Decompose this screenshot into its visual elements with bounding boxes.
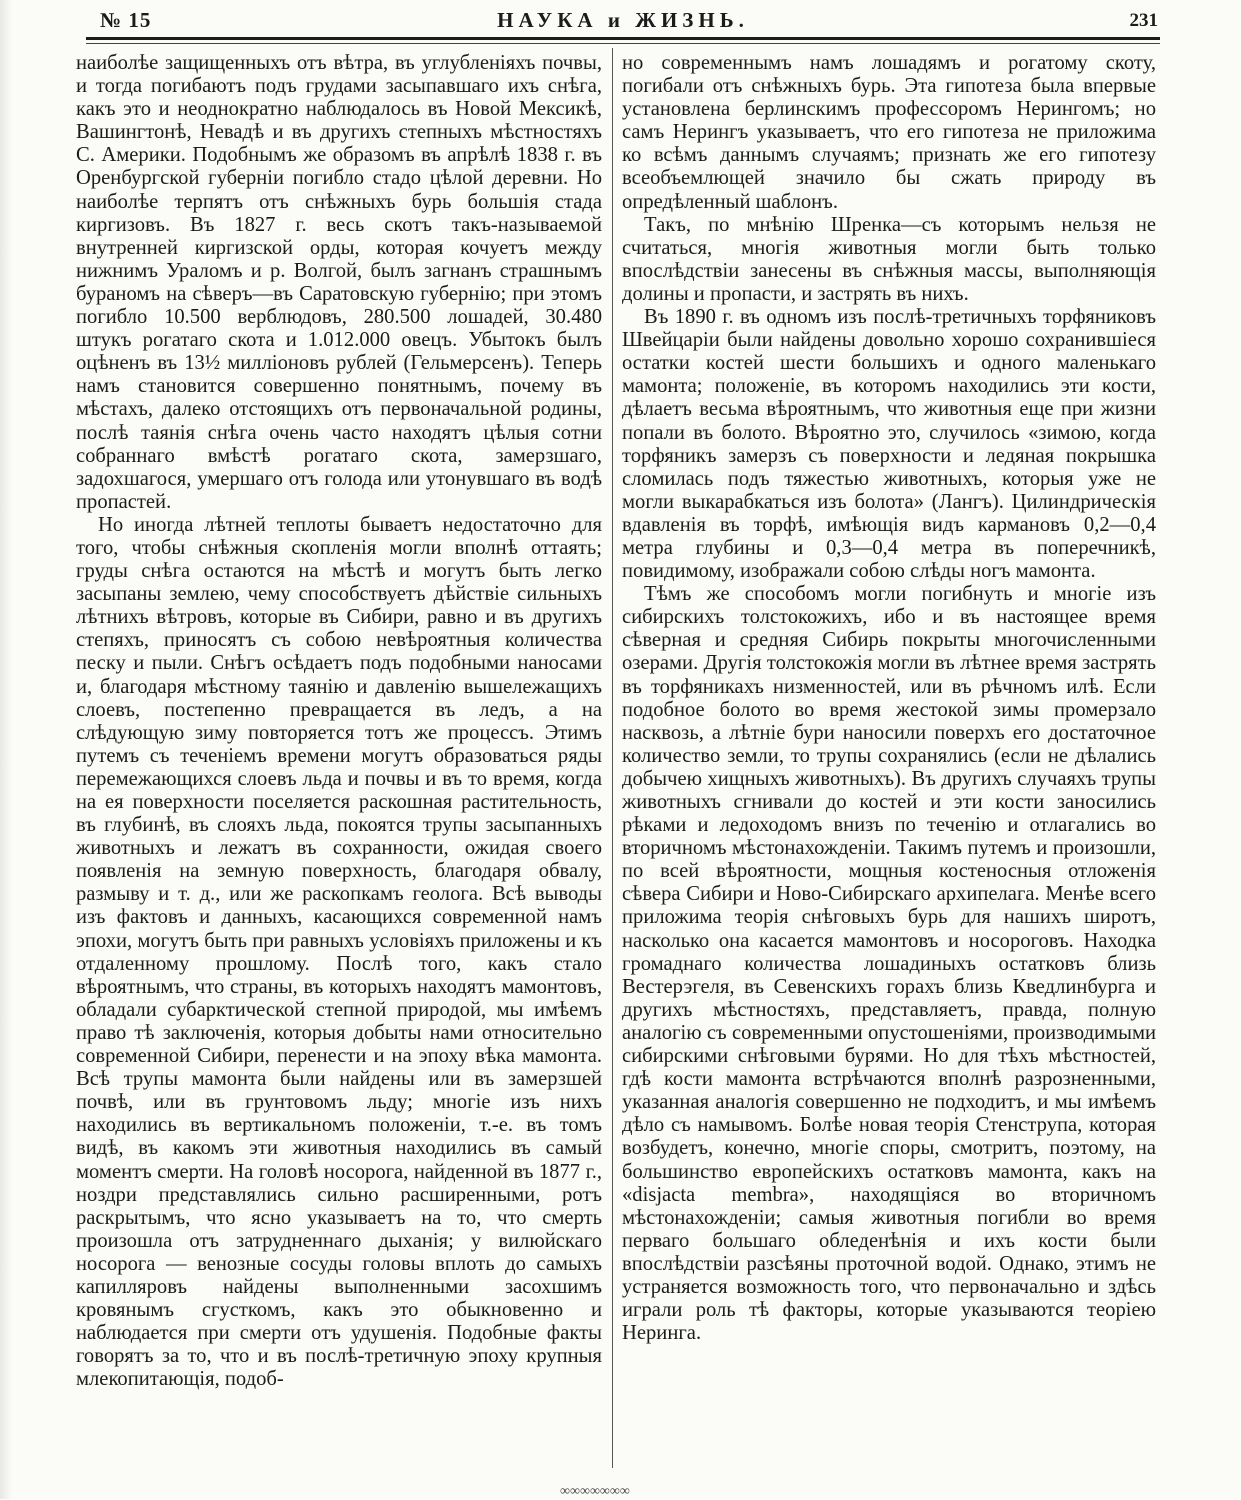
header-rule-thin: [86, 43, 1160, 44]
column-divider: [612, 48, 613, 1468]
paragraph: наиболѣе защищенныхъ отъ вѣтра, въ углубленіяхъ почвы, и тогда погибаютъ подъ грудами засыпавшаго ихъ снѣга, какъ это и неоднократно наблюдалось въ Новой Мексикѣ, Вашингтонѣ, Невадѣ и въ другихъ степныхъ мѣстностяхъ С. Америки. Подобнымъ же образомъ въ апрѣлѣ 1838 г. въ Оренбургской губерніи погибло стадо цѣлой деревни. Но наиболѣе терпятъ отъ снѣжныхъ бурь большія стада киргизовъ. Въ 1827 г. весь скотъ такъ-называемой внутренней киргизской орды, которая кочуетъ между нижнимъ Ураломъ и р. Волгой, былъ загнанъ страшнымъ бураномъ на сѣверъ—въ Саратовскую губернію; при этомъ погибло 10.500 верблюдовъ, 280.500 лошадей, 30.480 штукъ рогатаго скота и 1.012.000 овецъ. Убытокъ былъ оцѣненъ въ 13½ милліоновъ рублей (Гельмерсенъ). Теперь намъ становится совершенно понятнымъ, почему въ мѣстахъ, далеко отстоящихъ отъ первоначальной родины, послѣ таянія снѣга очень часто находятъ цѣлыя сотни собраннаго вмѣстѣ рогатаго скота, замерзшаго, задохшагося, умершаго отъ голода или утонувшаго въ водѣ пропастей.: [76, 52, 602, 513]
page-header: [86, 6, 1160, 36]
paragraph: но современнымъ намъ лошадямъ и рогатому скоту, погибали отъ снѣжныхъ бурь. Эта гипотеза была впервые установлена берлинскимъ профессоромъ Нерингомъ; но самъ Нерингъ указываетъ, что его гипотеза не приложима ко всѣмъ даннымъ случаямъ; признать же его гипотезу всеобъемлющей значило бы сжать природу въ опредѣленный шаблонъ.: [622, 52, 1156, 213]
right-column: [622, 52, 1156, 1477]
paragraph: Въ 1890 г. въ одномъ изъ послѣ-третичныхъ торфяниковъ Швейцаріи были найдены довольно хорошо сохранившіеся остатки костей шести большихъ и одного маленькаго мамонта; положеніе, въ которомъ находились эти кости, дѣлаетъ весьма вѣроятнымъ, что животныя еще при жизни попали въ болото. Вѣроятно это, случилось «зимою, когда торфяникъ замерзъ съ поверхности и ледяная покрышка сломилась подъ тяжестью животныхъ, которыя уже не могли выкарабкаться изъ болота» (Лангъ). Цилиндрическія вдавленія въ торфѣ, имѣющія видъ кармановъ 0,2—0,4 метра глубины и 0,3—0,4 метра въ поперечникѣ, повидимому, изображали собою слѣды ногъ мамонта.: [622, 306, 1156, 583]
left-column: [76, 52, 602, 1477]
paragraph: Тѣмъ же способомъ могли погибнуть и многіе изъ сибирскихъ толстокожихъ, ибо и въ настоящее время сѣверная и средняя Сибирь покрыты многочисленными озерами. Другія толстокожія могли въ лѣтнее время застрять въ торфяникахъ низменностей, или въ рѣчномъ илѣ. Если подобное болото во время жестокой зимы промерзало насквозь, а лѣтніе бури наносили поверхъ его достаточное количество земли, то трупы сохранялись (если не дѣлались добычею хищныхъ животныхъ). Въ другихъ случаяхъ трупы животныхъ сгнивали до костей и эти кости заносились рѣками и ледоходомъ внизъ по теченію и отлагались во вторичномъ мѣстонахожденіи. Такимъ путемъ и произошли, по всей вѣроятности, мощныя костеносныя отложенія сѣвера Сибири и Ново-Сибирскаго архипелага. Менѣе всего приложима теорія снѣговыхъ бурь для нашихъ широтъ, насколько она касается мамонтовъ и носороговъ. Находка громаднаго количества лошадиныхъ остатковъ близь Вестерэгеля, въ Севенскихъ горахъ близь Кведлинбурга и другихъ мѣстностяхъ, представляетъ, правда, полную аналогію съ современными опустошеніями, производимыми сибирскими снѣговыми бурями. Но для тѣхъ мѣстностей, гдѣ кости мамонта встрѣчаются вполнѣ разрозненными, указанная аналогія совершенно не подходитъ, и мы имѣемъ дѣло съ намывомъ. Болѣе новая теорія Стенструпа, которая возбудетъ, конечно, многіе споры, смотритъ, поэтому, на большинство европейскихъ остатковъ мамонта, какъ на «disjacta membra», находящіяся во вторичномъ мѣстонахожденіи; самыя животныя погибли во время перваго большаго обледенѣнія и ихъ кости были впослѣдствіи разсѣяны проточной водой. Однако, этимъ не устраняется возможность того, что первоначально и здѣсь играли роль тѣ факторы, которые указываются теоріею Неринга.: [622, 583, 1156, 1345]
header-rule: [86, 37, 1160, 40]
paragraph: Такъ, по мнѣнію Шренка—съ которымъ нельзя не считаться, многія животныя могли быть только впослѣдствіи занесены въ снѣжныя массы, выполняющія долины и пропасти, и застрять въ нихъ.: [622, 213, 1156, 305]
paragraph: Но иногда лѣтней теплоты бываетъ недостаточно для того, чтобы снѣжныя скопленія могли вполнѣ оттаять; груды снѣга остаются на мѣстѣ и могутъ быть легко засыпаны землею, чему способствуетъ дѣйствіе сильныхъ лѣтнихъ вѣтровъ, которые въ Сибири, равно и въ другихъ степяхъ, приносятъ съ собою невѣроятныя количества песку и пыли. Снѣгъ осѣдаетъ подъ подобными наносами и, благодаря мѣстному таянію и давленію вышележащихъ слоевъ, постепенно превращается въ ледъ, а на слѣдующую зиму повторяется тотъ же процессъ. Этимъ путемъ съ теченіемъ времени могутъ образоваться ряды перемежающихся слоевъ льда и почвы и въ то время, когда на ея поверхности поселяется раскошная растительность, въ глубинѣ, въ слояхъ льда, покоятся трупы засыпанныхъ животныхъ и лежатъ въ сохранности, ожидая своего появленія на земную поверхность, благодаря обвалу, размыву и т. д., или же раскопкамъ геолога. Всѣ выводы изъ фактовъ и данныхъ, касающихся современной намъ эпохи, могутъ быть при равныхъ условіяхъ приложены и къ отдаленному прошлому. Послѣ того, какъ стало вѣроятнымъ, что страны, въ которыхъ находятъ мамонтовъ, обладали субарктической степной природой, мы имѣемъ право тѣ заключенія, которыя добыты нами относительно современной Сибири, перенести и на эпоху вѣка мамонта. Всѣ трупы мамонта были найдены или въ замерзшей почвѣ, или въ грунтовомъ льду; многіе изъ нихъ находились въ вертикальномъ положеніи, т.-е. въ томъ видѣ, въ какомъ эти животныя находились въ самый моментъ смерти. На головѣ носорога, найденной въ 1877 г., ноздри представлялись сильно расширенными, ротъ раскрытымъ, что ясно указываетъ на то, что смерть произошла отъ затрудненнаго дыханія; у вилюйскаго носорога — венозные сосуды головы вплоть до самыхъ капилляровъ найдены выполненными засохшимъ кровянымъ сгусткомъ, какъ это обыкновенно и наблюдается при смерти отъ удушенія. Подобные факты говорятъ за то, что и въ послѣ-третичную эпоху крупныя млекопитающія, подоб-: [76, 513, 602, 1391]
scan-edge-shadow: [0, 0, 12, 1499]
page-number: 231: [1129, 10, 1158, 31]
footer-ornament: ∞∞∞∞∞∞∞: [560, 1484, 630, 1499]
journal-title: НАУКА и ЖИЗНЬ.: [497, 8, 749, 32]
issue-number: № 15: [100, 8, 152, 32]
